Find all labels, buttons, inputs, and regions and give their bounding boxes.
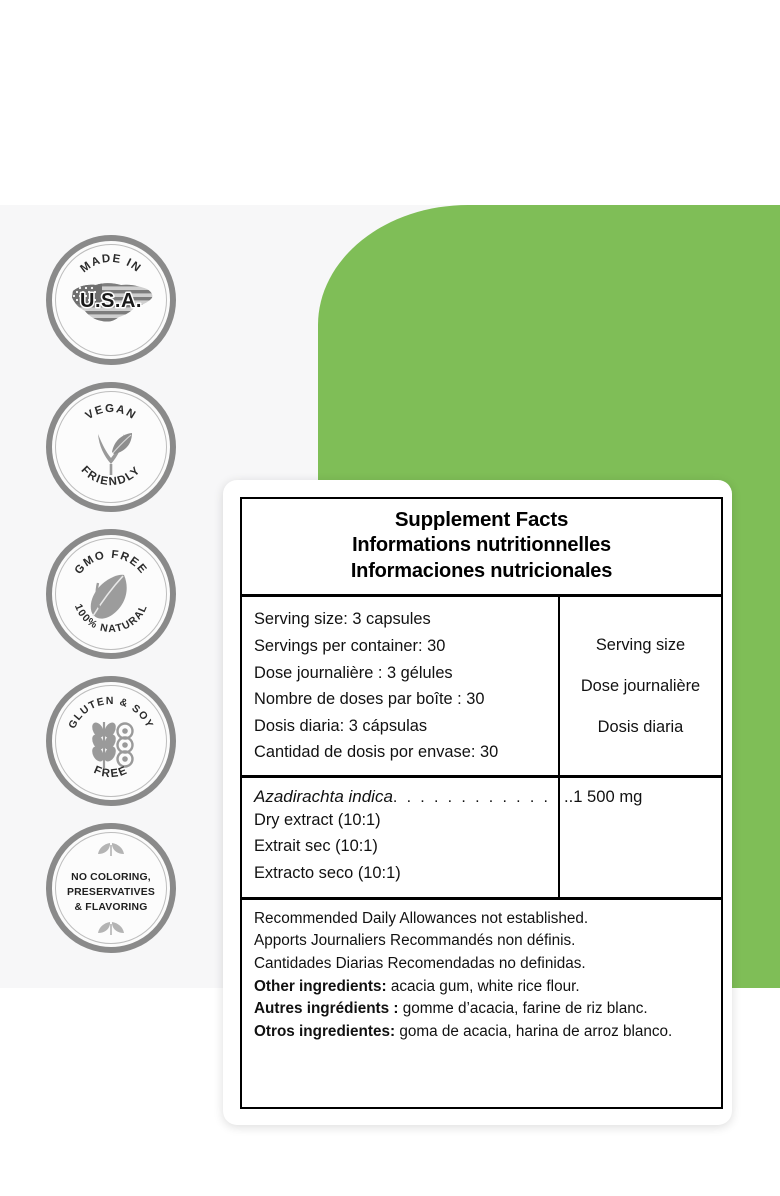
badge-arc-bottom-label: FREE (91, 764, 131, 781)
ingredient-botanical-name: Azadirachta indica (254, 786, 393, 806)
ingredient-sub-line: Extracto seco (10:1) (254, 864, 401, 883)
badge-arc-top-label: GMO FREE (72, 548, 150, 577)
leaf-icon (46, 529, 176, 659)
badge-arc-top-label: VEGAN (83, 402, 139, 423)
badge-arc-bottom-label: FRIENDLY (78, 464, 144, 489)
serving-line: Cantidad de dosis por envase: 30 (254, 743, 499, 762)
footnote-line (254, 998, 711, 1021)
wheat-and-soy-icon (46, 676, 176, 806)
serving-information-row (242, 597, 721, 777)
badge-line-3: & FLAVORING (74, 902, 148, 913)
badge-no-coloring-preservatives-flavoring (46, 823, 176, 953)
badge-vegan-friendly (46, 382, 176, 512)
serving-label-column (560, 597, 721, 774)
leaf-graphic (91, 575, 127, 619)
footnote-bold-label: Other ingredients: (254, 977, 387, 995)
footnote-text: Cantidades Diarias Recomendadas no definidas. (254, 954, 586, 972)
footnote-bold-label: Otros ingredientes: (254, 1022, 396, 1040)
serving-line: Dose journalière : 3 gélules (254, 663, 453, 682)
footnote-text: gomme d’acacia, farine de riz blanc. (398, 1000, 648, 1018)
title-english: Supplement Facts (394, 508, 569, 531)
footnote-line (254, 908, 711, 931)
footnote-line (254, 953, 711, 976)
badge-gluten-and-soy-free (46, 676, 176, 806)
footnote-text: acacia gum, white rice flour. (386, 977, 580, 995)
soy-pod-graphic (118, 724, 133, 767)
title-french: Informations nutritionnelles (352, 534, 611, 557)
serving-line: Serving size: 3 capsules (254, 610, 431, 629)
serving-label: Dose journalière (580, 676, 701, 695)
leaf-sprig-top (98, 843, 124, 856)
usa-map-flag-icon (46, 235, 176, 365)
serving-label: Dosis diaria (597, 717, 684, 736)
certification-badge-column (46, 235, 180, 970)
serving-line: Nombre de doses par boîte : 30 (254, 690, 485, 709)
supplement-facts-card (223, 480, 732, 1125)
serving-label: Serving size (595, 635, 686, 654)
badge-line-2: PRESERVATIVES (66, 887, 156, 898)
footnote-text: Apports Journaliers Recommandés non définis. (254, 932, 576, 950)
leader-dots: . . . . . . . . . . . . (392, 788, 551, 806)
content-panel (0, 205, 780, 1040)
badge-arc-bottom-label: 100% NATURAL (71, 602, 151, 636)
sprout-leaf-icon (46, 382, 176, 512)
ingredient-sub-line: Dry extract (10:1) (254, 810, 381, 829)
ingredient-sub-line: Extrait sec (10:1) (254, 837, 378, 856)
serving-line: Servings per container: 30 (254, 637, 446, 655)
footnote-section (242, 900, 721, 1107)
ingredient-row (242, 778, 721, 900)
footnote-line (254, 976, 711, 999)
badge-center-label: U.S.A. (80, 290, 142, 312)
sprout-graphic (98, 433, 132, 475)
supplement-facts-header (242, 499, 721, 597)
badge-made-in-usa (46, 235, 176, 365)
badge-gmo-free (46, 529, 176, 659)
serving-details-column (242, 597, 560, 774)
ingredient-amount-column (560, 778, 721, 897)
footnote-line (254, 1021, 711, 1044)
footnote-text: goma de acacia, harina de arroz blanco. (395, 1022, 673, 1040)
badge-arc-top-label: MADE IN (78, 252, 144, 276)
footnote-bold-label: Autres ingrédients : (254, 1000, 399, 1018)
leaf-sprig-icon (46, 823, 176, 953)
footnote-text: Recommended Daily Allowances not established. (254, 909, 589, 927)
badge-arc-top-label: GLUTEN & SOY (66, 694, 156, 731)
ingredient-amount: ..1 500 mg (564, 786, 643, 806)
serving-line: Dosis diaria: 3 cápsulas (254, 716, 428, 735)
leaf-sprig-bottom (98, 922, 124, 935)
ingredient-name-line (254, 787, 558, 807)
ingredient-name-column (242, 778, 560, 897)
wheat-stalk-graphic (90, 721, 118, 768)
badge-line-1: NO COLORING, (71, 872, 151, 883)
title-spanish: Informaciones nutricionales (350, 559, 613, 582)
supplement-facts-box (240, 497, 723, 1109)
footnote-line (254, 930, 711, 953)
